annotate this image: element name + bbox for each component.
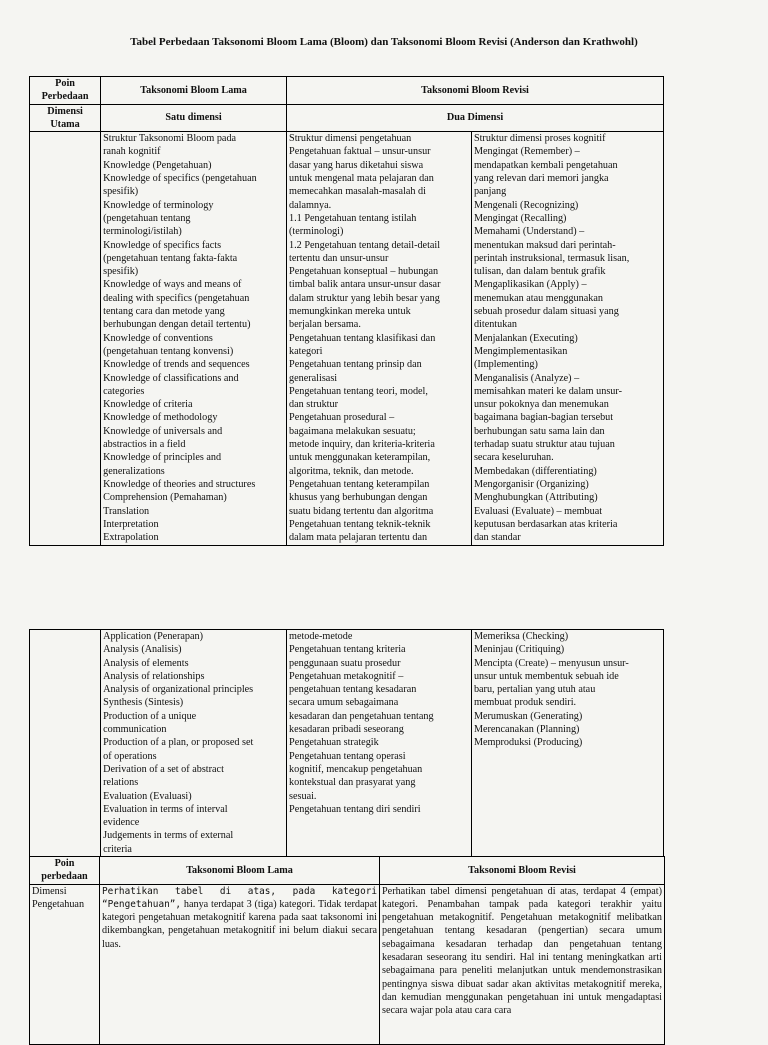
cell-lama-paragraph <box>100 884 380 1044</box>
list-line: metode inquiry, dan kriteria-kriteria <box>289 439 435 451</box>
list-line: Merencanakan (Planning) <box>473 724 580 736</box>
list-line: Application (Penerapan) <box>103 631 203 642</box>
list-line: generalisasi <box>289 372 338 384</box>
list-line: Pengetahuan tentang operasi <box>289 750 406 762</box>
list-line: Interpretation <box>103 518 159 530</box>
list-line: algoritma, teknik, dan metode. <box>289 465 414 477</box>
list-line: perintah instruksional, termasuk lisan, <box>473 252 630 264</box>
list-line: (terminologi) <box>289 226 344 238</box>
list-line: Memahami (Understand) – <box>473 226 585 238</box>
list-line: Translation <box>103 505 150 517</box>
list-line: Judgements in terms of external <box>103 830 234 842</box>
list-line: Knowledge of criteria <box>103 399 193 411</box>
cell-dimensi-pengetahuan-list-2 <box>287 630 472 857</box>
list-line: penggunaan suatu prosedur <box>289 657 401 669</box>
row-label-dimensi-pengetahuan: Dimensi Pengetahuan <box>30 884 100 1044</box>
list-line: Membedakan (differentiating) <box>473 465 597 477</box>
list-line: abstractios in a field <box>103 439 186 451</box>
list-line: Analysis of relationships <box>103 670 205 682</box>
list-line: kategori <box>289 345 323 357</box>
list-line: keputusan berdasarkan atas kriteria <box>473 518 618 530</box>
list-line: bagaimana bagian-bagian tersebut <box>473 412 614 424</box>
list-line: evidence <box>103 817 140 829</box>
list-line: Pengetahuan strategik <box>289 737 379 749</box>
list-line: Pengetahuan tentang teori, model, <box>289 385 428 397</box>
list-line: criteria <box>103 843 132 855</box>
list-line: Knowledge of trends and sequences <box>103 359 250 371</box>
list-line: menentukan maksud dari perintah- <box>473 239 616 251</box>
list-line: generalizations <box>103 465 165 477</box>
list-line: secara umum sebagaimana <box>289 697 399 709</box>
list-line: Mengaplikasikan (Apply) – <box>473 279 587 291</box>
cell-dimensi-proses-list-2 <box>471 630 663 857</box>
list-line: (pengetahuan tentang fakta-fakta <box>103 252 238 264</box>
document-title: Tabel Perbedaan Taksonomi Bloom Lama (Bloom) dan Taksonomi Bloom Revisi (Anderson dan Krathwohl) <box>130 36 638 48</box>
list-line: Mengimplementasikan <box>473 345 568 357</box>
list-line: communication <box>103 724 167 736</box>
list-line: dan struktur <box>289 399 338 411</box>
list-line: Knowledge of conventions <box>103 332 213 344</box>
list-line: kesadaran dan pengetahuan tentang <box>289 710 434 722</box>
list-line: panjang <box>473 186 507 198</box>
list-line: Pengetahuan tentang kriteria <box>289 644 406 656</box>
list-line: Meninjau (Critiquing) <box>473 644 565 656</box>
list-line: yang relevan dari memori jangka <box>473 173 609 185</box>
list-line: Menghubungkan (Attributing) <box>473 492 598 504</box>
list-line: Knowledge of specifics (pengetahuan <box>103 173 257 185</box>
list-line: Menganalisis (Analyze) – <box>473 372 580 384</box>
list-line: metode-metode <box>289 631 353 642</box>
list-line: Analysis of elements <box>103 657 189 669</box>
list-line: Knowledge of universals and <box>103 425 223 437</box>
comparison-table-part2 <box>29 629 664 857</box>
list-line: Knowledge of methodology <box>103 412 218 424</box>
cell-satu-dimensi: Satu dimensi <box>101 104 287 132</box>
list-line: terhadap suatu struktur atau tujuan <box>473 439 615 451</box>
list-line: Pengetahuan metakognitif – <box>289 670 404 682</box>
list-line: Knowledge of principles and <box>103 452 222 464</box>
list-line: tentang cara dan metode yang <box>103 306 225 318</box>
list-line: terminologi/istilah) <box>103 226 182 238</box>
list-line: tulisan, dan dalam bentuk grafik <box>473 266 606 278</box>
list-line: dalam struktur yang lebih besar yang <box>289 292 440 304</box>
list-line: Pengetahuan tentang prinsip dan <box>289 359 422 371</box>
list-line: untuk menggunakan keterampilan, <box>289 452 431 464</box>
list-line: timbal balik antara unsur-unsur dasar <box>289 279 441 291</box>
list-line: Struktur dimensi proses kognitif <box>473 133 606 145</box>
list-line: relations <box>103 777 139 789</box>
list-line: Extrapolation <box>103 532 159 544</box>
header-taksonomi-revisi-3: Taksonomi Bloom Revisi <box>380 857 665 885</box>
list-line: dan standar <box>473 532 521 544</box>
list-line: ranah kognitif <box>103 146 161 158</box>
list-line: Knowledge of classifications and <box>103 372 239 384</box>
header-poin-perbedaan-3: Poin perbedaan <box>30 857 100 885</box>
list-line: sebuah prosedur dalam situasi yang <box>473 306 619 318</box>
list-line: Struktur dimensi pengetahuan <box>289 133 412 145</box>
list-line: Pengetahuan konseptual – hubungan <box>289 266 439 278</box>
list-line: Knowledge of ways and means of <box>103 279 242 291</box>
cell-revisi-paragraph: Perhatikan tabel dimensi pengetahuan di atas, terdapat 4 (empat) kategori. Penambahan tampak pada kategori terakhir yaitu pengetahuan metakognitif. Pengetahuan metakognitif melibatkan pengetahuan tentang kesadaran (pengertian) secara umum sebagaimana kesadaran terhadap dan pengetahuan tentang kesadaran seseorang itu sendiri. Hal ini tentang meningkatkan arti sebagaimana para peneliti melanjutkan untuk mendemonstrasikan pentingnya siswa dibuat sadar akan aktivitas metakognitif mereka, dan kemudian menggunakan pengetahuan ini untuk mengadaptasi secara wajar pola atau cara cara <box>380 884 665 1044</box>
list-line: (pengetahuan tentang <box>103 212 191 224</box>
list-line: unsur pokoknya dan menemukan <box>473 399 609 411</box>
list-line: spesifik) <box>103 266 139 278</box>
cell-empty-poin <box>30 132 101 546</box>
list-line: Memproduksi (Producing) <box>473 737 583 749</box>
list-line: spesifik) <box>103 186 139 198</box>
list-line: baru, pertalian yang utuh atau <box>473 684 596 696</box>
list-line: tertentu dan unsur-unsur <box>289 252 389 264</box>
list-line: berhubungan dengan detail tertentu) <box>103 319 251 331</box>
list-line: Knowledge of specifics facts <box>103 239 222 251</box>
list-line: memecahkan masalah-masalah di <box>289 186 426 198</box>
list-line: bagaimana melakukan sesuatu; <box>289 425 416 437</box>
list-line: dasar yang harus diketahui siswa <box>289 159 424 171</box>
list-line: menemukan atau menggunakan <box>473 292 603 304</box>
list-line: Comprehension (Pemahaman) <box>103 492 227 504</box>
list-line: Menjalankan (Executing) <box>473 332 578 344</box>
cell-empty-poin-2 <box>30 630 101 857</box>
list-line: Analysis of organizational principles <box>103 684 254 696</box>
list-line: categories <box>103 385 145 397</box>
list-line: kontekstual dan prasyarat yang <box>289 777 416 789</box>
header-taksonomi-revisi: Taksonomi Bloom Revisi <box>287 77 664 105</box>
list-line: (Implementing) <box>473 359 538 371</box>
list-line: Merumuskan (Generating) <box>473 710 583 722</box>
cell-lama-list-2 <box>101 630 287 857</box>
list-line: pengetahuan tentang kesadaran <box>289 684 417 696</box>
list-line: 1.2 Pengetahuan tentang detail-detail <box>289 239 441 251</box>
comparison-table-part3 <box>29 856 665 1045</box>
list-line: (pengetahuan tentang konvensi) <box>103 345 234 357</box>
list-line: Pengetahuan tentang diri sendiri <box>289 803 421 815</box>
list-line: membuat produk sendiri. <box>473 697 577 709</box>
list-line: Evaluation (Evaluasi) <box>103 790 192 802</box>
list-line: Evaluasi (Evaluate) – membuat <box>473 505 603 517</box>
list-line: Memeriksa (Checking) <box>473 631 569 642</box>
list-line: dalam mata pelajaran tertentu dan <box>289 532 428 544</box>
list-line: dealing with specifics (pengetahuan <box>103 292 250 304</box>
list-line: Mengingat (Recalling) <box>473 212 567 224</box>
header-taksonomi-lama: Taksonomi Bloom Lama <box>101 77 287 105</box>
list-line: of operations <box>103 750 157 762</box>
list-line: sesuai. <box>289 790 317 802</box>
list-line: berhubungan satu sama lain dan <box>473 425 605 437</box>
list-line: berjalan bersama. <box>289 319 361 331</box>
lama-paragraph-text: hanya terdapat 3 (tiga) kategori. Tidak terdapat kategori pengetahuan metakognitif karena pada saat taksonomi ini dikembangkan, pengetahuan metakognitif ini belum diakui secara luas. <box>102 898 377 950</box>
list-line: Mengingat (Remember) – <box>473 146 580 158</box>
list-line: untuk mengenal mata pelajaran dan <box>289 173 434 185</box>
list-line: memisahkan materi ke dalam unsur- <box>473 385 622 397</box>
list-line: Production of a unique <box>103 710 197 722</box>
list-line: Mengorganisir (Organizing) <box>473 478 589 490</box>
list-line: Evaluation in terms of interval <box>103 803 228 815</box>
list-line: Pengetahuan faktual – unsur-unsur <box>289 146 431 158</box>
list-line: kesadaran pribadi seseorang <box>289 724 404 736</box>
list-line: Mengenali (Recognizing) <box>473 199 579 211</box>
highlighted-sentence: Perhatikan tabel di atas, pada kategori “Pengetahuan”, <box>102 885 377 910</box>
list-line: suatu bidang tertentu dan algoritma <box>289 505 434 517</box>
list-line: kognitif, mencakup pengetahuan <box>289 763 423 775</box>
list-line: Knowledge (Pengetahuan) <box>103 159 212 171</box>
cell-dimensi-pengetahuan-list <box>287 132 472 546</box>
list-line: unsur untuk membentuk sebuah ide <box>473 670 619 682</box>
list-line: Knowledge of terminology <box>103 199 214 211</box>
list-line: Pengetahuan prosedural – <box>289 412 395 424</box>
row-label-dimensi-utama: Dimensi Utama <box>30 104 101 132</box>
cell-dua-dimensi: Dua Dimensi <box>287 104 664 132</box>
list-line: Pengetahuan tentang keterampilan <box>289 478 430 490</box>
list-line: Pengetahuan tentang klasifikasi dan <box>289 332 436 344</box>
list-line: Struktur Taksonomi Bloom pada <box>103 133 237 145</box>
list-line: Synthesis (Sintesis) <box>103 697 184 709</box>
list-line: 1.1 Pengetahuan tentang istilah <box>289 212 417 224</box>
list-line: Production of a plan, or proposed set <box>103 737 254 749</box>
list-line: Analysis (Analisis) <box>103 644 182 656</box>
comparison-table-part1 <box>29 76 664 546</box>
list-line: secara keseluruhan. <box>473 452 554 464</box>
list-line: Pengetahuan tentang teknik-teknik <box>289 518 431 530</box>
list-line: memungkinkan mereka untuk <box>289 306 411 318</box>
list-line: khusus yang berhubungan dengan <box>289 492 428 504</box>
list-line: Knowledge of theories and structures <box>103 478 256 490</box>
list-line: Derivation of a set of abstract <box>103 763 224 775</box>
cell-lama-list <box>101 132 287 546</box>
list-line: dalamnya. <box>289 199 332 211</box>
list-line: Mencipta (Create) – menyusun unsur- <box>473 657 629 669</box>
list-line: ditentukan <box>473 319 517 331</box>
header-poin-perbedaan: Poin Perbedaan <box>30 77 101 105</box>
header-taksonomi-lama-3: Taksonomi Bloom Lama <box>100 857 380 885</box>
list-line: mendapatkan kembali pengetahuan <box>473 159 618 171</box>
cell-dimensi-proses-list <box>471 132 663 546</box>
